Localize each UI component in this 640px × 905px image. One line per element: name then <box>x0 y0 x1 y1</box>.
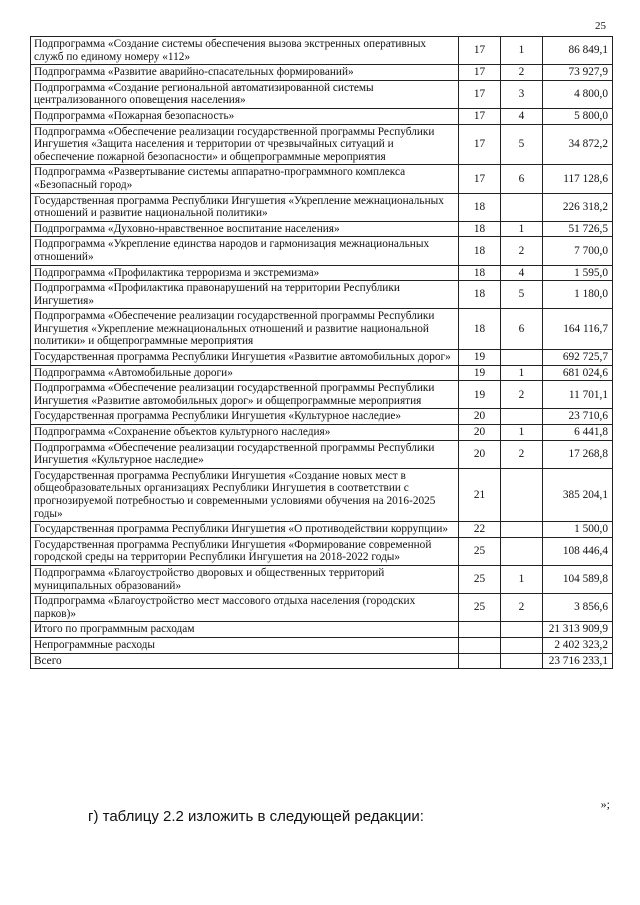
row-code-cell: 17 <box>459 37 501 65</box>
table-row <box>31 522 613 538</box>
row-code-cell: 25 <box>459 565 501 593</box>
row-name-cell: Подпрограмма «Профилактика правонарушений на территории Республики Ингушетия» <box>31 281 459 309</box>
table-row <box>31 440 613 468</box>
row-name-cell: Государственная программа Республики Ингушетия «Формирование современной городской среды на территории Республики Ингушетия на 2018-2022 годы» <box>31 537 459 565</box>
row-code-cell: 19 <box>459 350 501 366</box>
row-name-cell: Подпрограмма «Обеспечение реализации государственной программы Республики Ингушетия «Культурное наследие» <box>31 440 459 468</box>
table-row <box>31 108 613 124</box>
row-code-cell <box>459 622 501 638</box>
row-sub-cell: 6 <box>501 309 543 350</box>
row-amount-cell: 3 856,6 <box>543 594 613 622</box>
budget-table <box>30 36 613 669</box>
table-row <box>31 281 613 309</box>
table-row <box>31 565 613 593</box>
row-amount-cell: 7 700,0 <box>543 237 613 265</box>
row-name-cell: Непрограммные расходы <box>31 637 459 653</box>
page-number: 25 <box>595 20 606 32</box>
row-amount-cell: 23 710,6 <box>543 409 613 425</box>
table-row <box>31 265 613 281</box>
row-amount-cell: 226 318,2 <box>543 193 613 221</box>
row-sub-cell <box>501 193 543 221</box>
table-body <box>31 37 613 669</box>
row-name-cell: Подпрограмма «Духовно-нравственное воспитание населения» <box>31 221 459 237</box>
row-name-cell: Всего <box>31 653 459 669</box>
row-amount-cell: 692 725,7 <box>543 350 613 366</box>
table-row <box>31 468 613 521</box>
row-amount-cell: 1 595,0 <box>543 265 613 281</box>
table-row <box>31 381 613 409</box>
row-sub-cell <box>501 622 543 638</box>
row-amount-cell: 6 441,8 <box>543 425 613 441</box>
row-amount-cell: 23 716 233,1 <box>543 653 613 669</box>
row-sub-cell: 4 <box>501 108 543 124</box>
row-amount-cell: 73 927,9 <box>543 65 613 81</box>
row-amount-cell: 2 402 323,2 <box>543 637 613 653</box>
row-name-cell: Подпрограмма «Благоустройство мест массового отдыха населения (городских парков)» <box>31 594 459 622</box>
table-row <box>31 637 613 653</box>
row-code-cell: 21 <box>459 468 501 521</box>
row-sub-cell: 1 <box>501 425 543 441</box>
table-row <box>31 237 613 265</box>
row-name-cell: Государственная программа Республики Ингушетия «Создание новых мест в общеобразовательных организациях Республики Ингушетия в соответствии с прогнозируемой потребностью и современными условиями обучения на 2016-2025 годы» <box>31 468 459 521</box>
row-code-cell: 17 <box>459 65 501 81</box>
row-amount-cell: 1 180,0 <box>543 281 613 309</box>
table-row <box>31 221 613 237</box>
table-row <box>31 37 613 65</box>
row-sub-cell <box>501 537 543 565</box>
next-instruction-text: г) таблицу 2.2 изложить в следующей редакции: <box>88 808 424 825</box>
row-name-cell: Подпрограмма «Укрепление единства народов и гармонизация межнациональных отношений» <box>31 237 459 265</box>
row-sub-cell: 2 <box>501 237 543 265</box>
row-amount-cell: 385 204,1 <box>543 468 613 521</box>
table-row <box>31 622 613 638</box>
row-name-cell: Подпрограмма «Создание региональной автоматизированной системы централизованного оповещения населения» <box>31 80 459 108</box>
row-amount-cell: 104 589,8 <box>543 565 613 593</box>
row-code-cell: 20 <box>459 440 501 468</box>
row-name-cell: Государственная программа Республики Ингушетия «Развитие автомобильных дорог» <box>31 350 459 366</box>
row-code-cell: 18 <box>459 309 501 350</box>
row-name-cell: Подпрограмма «Пожарная безопасность» <box>31 108 459 124</box>
row-name-cell: Государственная программа Республики Ингушетия «Культурное наследие» <box>31 409 459 425</box>
row-amount-cell: 34 872,2 <box>543 124 613 165</box>
row-code-cell: 19 <box>459 365 501 381</box>
row-name-cell: Государственная программа Республики Ингушетия «Укрепление межнациональных отношений и развитие национальной политики» <box>31 193 459 221</box>
row-code-cell: 20 <box>459 409 501 425</box>
table-row <box>31 193 613 221</box>
table-row <box>31 409 613 425</box>
row-code-cell: 18 <box>459 265 501 281</box>
row-sub-cell: 1 <box>501 221 543 237</box>
row-name-cell: Подпрограмма «Автомобильные дороги» <box>31 365 459 381</box>
row-sub-cell: 3 <box>501 80 543 108</box>
row-name-cell: Подпрограмма «Обеспечение реализации государственной программы Республики Ингушетия «Развитие автомобильных дорог» и общепрограммные мероприятия <box>31 381 459 409</box>
row-amount-cell: 51 726,5 <box>543 221 613 237</box>
row-sub-cell: 4 <box>501 265 543 281</box>
row-code-cell: 18 <box>459 193 501 221</box>
row-amount-cell: 4 800,0 <box>543 80 613 108</box>
row-name-cell: Подпрограмма «Обеспечение реализации государственной программы Республики Ингушетия «Защита населения и территории от чрезвычайных ситуаций и обеспечение пожарной безопасности» и общепрограммные мероприятия <box>31 124 459 165</box>
row-sub-cell: 5 <box>501 281 543 309</box>
row-code-cell: 25 <box>459 594 501 622</box>
closing-quote-mark: »; <box>600 797 610 811</box>
table-row <box>31 594 613 622</box>
row-sub-cell: 2 <box>501 440 543 468</box>
row-name-cell: Подпрограмма «Профилактика терроризма и экстремизма» <box>31 265 459 281</box>
row-amount-cell: 21 313 909,9 <box>543 622 613 638</box>
row-name-cell: Подпрограмма «Сохранение объектов культурного наследия» <box>31 425 459 441</box>
row-code-cell: 20 <box>459 425 501 441</box>
row-code-cell <box>459 637 501 653</box>
row-amount-cell: 108 446,4 <box>543 537 613 565</box>
row-sub-cell: 2 <box>501 381 543 409</box>
row-amount-cell: 117 128,6 <box>543 165 613 193</box>
row-code-cell: 25 <box>459 537 501 565</box>
row-amount-cell: 11 701,1 <box>543 381 613 409</box>
row-sub-cell: 5 <box>501 124 543 165</box>
row-code-cell: 19 <box>459 381 501 409</box>
table-row <box>31 165 613 193</box>
row-name-cell: Подпрограмма «Благоустройство дворовых и общественных территорий муниципальных образований» <box>31 565 459 593</box>
row-name-cell: Подпрограмма «Создание системы обеспечения вызова экстренных оперативных служб по единому номеру «112» <box>31 37 459 65</box>
row-name-cell: Подпрограмма «Обеспечение реализации государственной программы Республики Ингушетия «Укрепление межнациональных отношений и развитие национальной политики» и общепрограммные мероприятия <box>31 309 459 350</box>
row-amount-cell: 681 024,6 <box>543 365 613 381</box>
row-sub-cell <box>501 350 543 366</box>
row-sub-cell: 1 <box>501 37 543 65</box>
row-code-cell: 22 <box>459 522 501 538</box>
row-amount-cell: 5 800,0 <box>543 108 613 124</box>
row-amount-cell: 1 500,0 <box>543 522 613 538</box>
row-name-cell: Итого по программным расходам <box>31 622 459 638</box>
row-sub-cell <box>501 637 543 653</box>
row-sub-cell: 6 <box>501 165 543 193</box>
row-sub-cell <box>501 653 543 669</box>
row-name-cell: Государственная программа Республики Ингушетия «О противодействии коррупции» <box>31 522 459 538</box>
row-sub-cell <box>501 468 543 521</box>
row-sub-cell <box>501 522 543 538</box>
table-row <box>31 80 613 108</box>
table-row <box>31 425 613 441</box>
row-code-cell: 17 <box>459 80 501 108</box>
table-row <box>31 124 613 165</box>
row-code-cell: 17 <box>459 124 501 165</box>
table-row <box>31 537 613 565</box>
row-sub-cell <box>501 409 543 425</box>
table-row <box>31 309 613 350</box>
row-name-cell: Подпрограмма «Развитие аварийно-спасательных формирований» <box>31 65 459 81</box>
row-amount-cell: 86 849,1 <box>543 37 613 65</box>
row-sub-cell: 2 <box>501 65 543 81</box>
row-code-cell: 18 <box>459 237 501 265</box>
row-amount-cell: 164 116,7 <box>543 309 613 350</box>
table-row <box>31 365 613 381</box>
table-row <box>31 653 613 669</box>
row-name-cell: Подпрограмма «Развертывание системы аппаратно-программного комплекса «Безопасный город» <box>31 165 459 193</box>
row-code-cell: 17 <box>459 108 501 124</box>
row-sub-cell: 1 <box>501 365 543 381</box>
row-code-cell: 18 <box>459 281 501 309</box>
table-row <box>31 65 613 81</box>
row-code-cell: 18 <box>459 221 501 237</box>
row-sub-cell: 2 <box>501 594 543 622</box>
row-amount-cell: 17 268,8 <box>543 440 613 468</box>
row-sub-cell: 1 <box>501 565 543 593</box>
row-code-cell <box>459 653 501 669</box>
table-row <box>31 350 613 366</box>
row-code-cell: 17 <box>459 165 501 193</box>
